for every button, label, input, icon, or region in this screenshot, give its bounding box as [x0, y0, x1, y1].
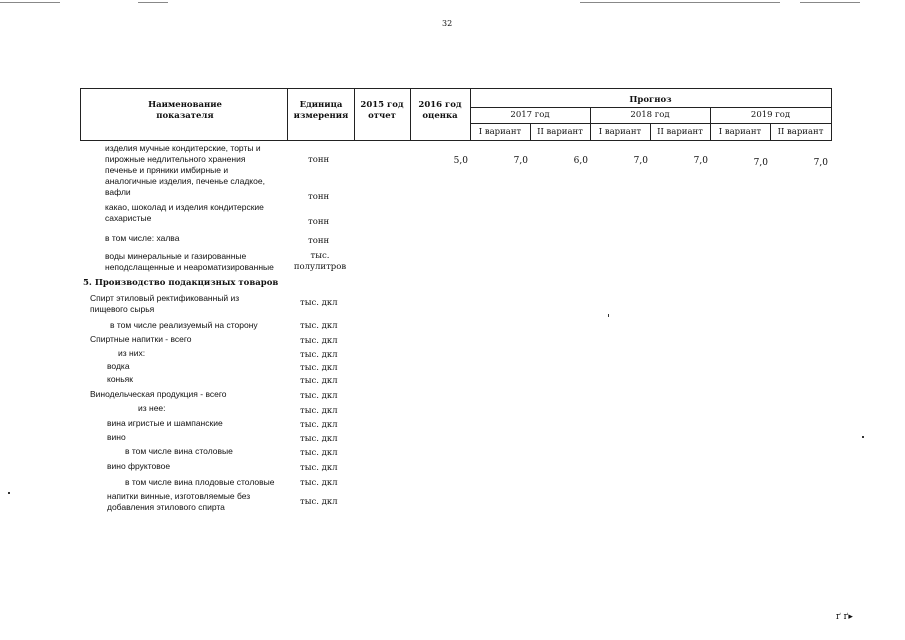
row-unit: тыс. дкл	[300, 497, 338, 507]
row-unit: тонн	[308, 155, 330, 165]
scan-edge	[800, 2, 860, 3]
value-2019-v1: 7,0	[753, 158, 768, 168]
row-name: печенье и пряники имбирные и аналогичные изделия, печенье сладкое, вафли	[105, 165, 265, 197]
row-name: в том числе вина столовые	[125, 446, 233, 456]
scan-edge	[580, 2, 780, 3]
row-name: водка	[107, 361, 130, 371]
row-unit: тыс. дкл	[300, 420, 338, 430]
header-2015: 2015 год отчет	[360, 100, 404, 121]
row-unit: тыс. дкл	[300, 336, 338, 346]
row-unit: тыс. дкл	[300, 363, 338, 373]
row-name: в том числе: халва	[105, 233, 180, 243]
row-name: в том числе реализуемый на сторону	[110, 320, 258, 330]
row-unit: тыс. дкл	[300, 478, 338, 488]
row-name: какао, шоколад и изделия кондитерские сахаристые	[105, 202, 264, 223]
row-unit: тыс. полулитров	[293, 251, 347, 272]
header-2019: 2019 год	[750, 110, 791, 120]
header-forecast: Прогноз	[629, 95, 672, 105]
row-name: вино	[107, 432, 126, 442]
header-2018: 2018 год	[630, 110, 670, 120]
row-unit: тыс. дкл	[300, 391, 338, 401]
header-2018-v2: II вариант	[657, 127, 703, 137]
header-2017-v2: II вариант	[537, 127, 583, 137]
row-unit: тонн	[308, 192, 330, 202]
row-name: в том числе вина плодовые столовые	[125, 477, 275, 487]
header-2019-v2: II вариант	[777, 127, 824, 137]
header-2016: 2016 год оценка	[418, 100, 462, 121]
row-unit: тыс. дкл	[300, 321, 338, 331]
row-unit: тонн	[308, 236, 330, 246]
row-unit: тыс. дкл	[300, 463, 338, 473]
header-name: Наименование показателя	[148, 100, 222, 121]
scan-speck	[8, 492, 10, 494]
row-name: из них:	[118, 348, 146, 358]
row-name: Винодельческая продукция - всего	[90, 389, 227, 399]
scan-edge	[0, 2, 60, 3]
header-2017: 2017 год	[510, 110, 550, 120]
row-unit: тыс. дкл	[300, 448, 338, 458]
row-name: воды минеральные и газированные неподслащенные и неароматизированные	[105, 251, 274, 272]
scan-edge	[138, 2, 168, 3]
row-name: коньяк	[107, 374, 133, 384]
section-heading: 5. Производство подакцизных товаров	[83, 278, 279, 288]
header-2019-v1: I вариант	[718, 127, 762, 137]
header-unit: Единица измерения	[293, 100, 349, 121]
row-name: Спирт этиловый ректификованный из пищевого сырья	[90, 293, 240, 314]
row-name: из нее:	[138, 403, 166, 413]
header-2018-v1: I вариант	[598, 127, 642, 137]
row-unit: тыс. дкл	[300, 298, 338, 308]
row-unit: тонн	[308, 217, 330, 227]
value-2016: 5,0	[453, 156, 468, 166]
scan-speck	[862, 436, 864, 438]
row-name: напитки винные, изготовляемые без добавления этилового спирта	[107, 491, 251, 512]
value-2018-v1: 7,0	[633, 156, 648, 166]
value-2017-v2: 6,0	[573, 156, 588, 166]
row-unit: тыс. дкл	[300, 376, 338, 386]
row-unit: тыс. дкл	[300, 350, 338, 360]
header-2017-v1: I вариант	[478, 127, 522, 137]
row-unit: тыс. дкл	[300, 434, 338, 444]
page-number: 32	[442, 19, 453, 28]
scan-speck	[608, 314, 609, 317]
row-name: изделия мучные кондитерские, торты и пирожные недлительного хранения	[105, 143, 261, 164]
row-unit: тыс. дкл	[300, 406, 338, 416]
row-name: вина игристые и шампанские	[107, 418, 223, 428]
value-2017-v1: 7,0	[513, 156, 528, 166]
row-name: Спиртные напитки - всего	[90, 334, 192, 344]
value-2019-v2: 7,0	[813, 158, 828, 168]
corner-marks: ґ ґ▸	[836, 612, 853, 622]
value-2018-v2: 7,0	[693, 156, 708, 166]
row-name: вино фруктовое	[107, 461, 171, 471]
